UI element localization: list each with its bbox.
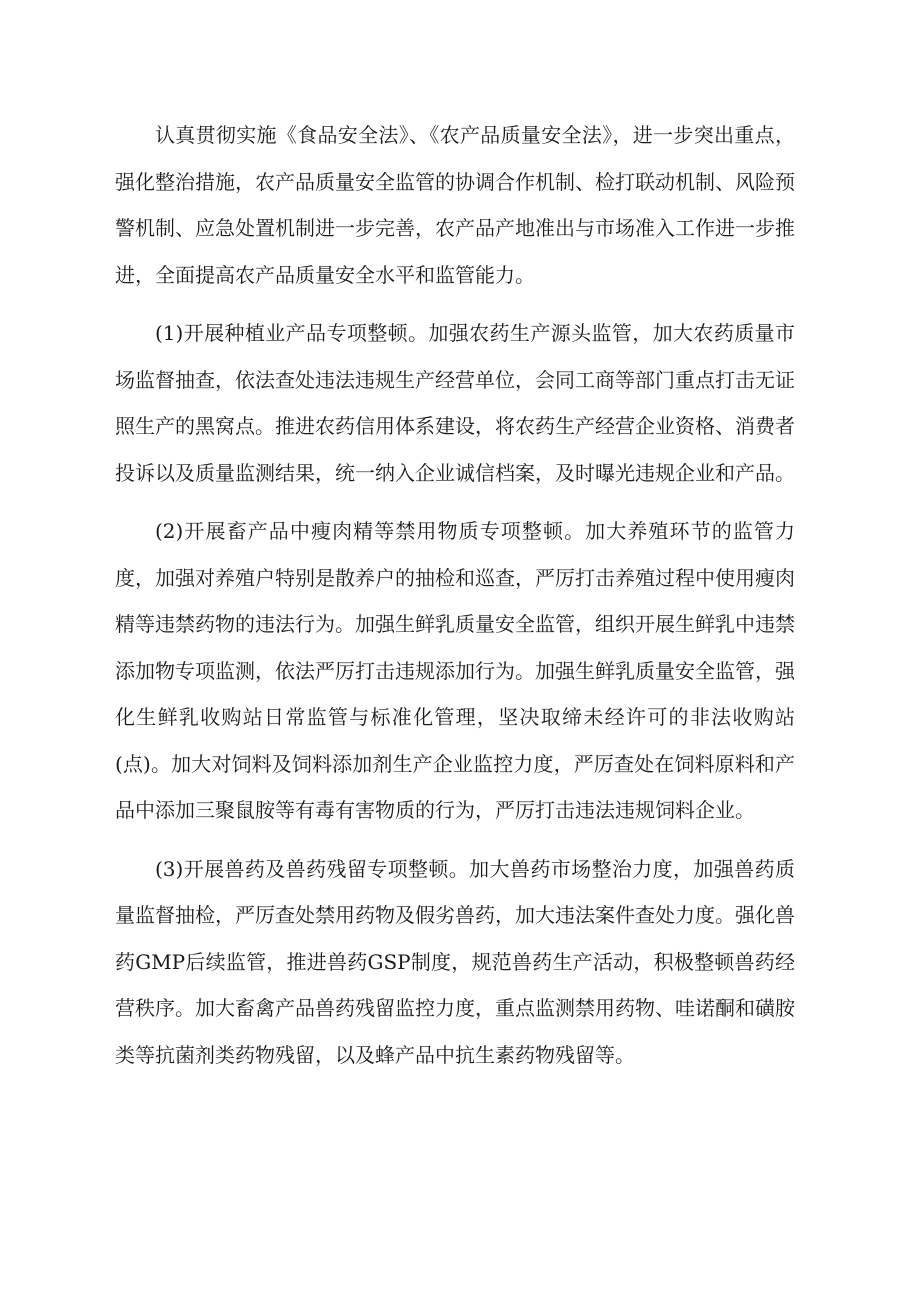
document-body	[115, 112, 795, 1078]
paragraph-veterinary-drugs: (3)开展兽药及兽药残留专项整顿。加大兽药市场整治力度，加强兽药质量监督抽检，严厉查处禁用药物及假劣兽药，加大违法案件查处力度。强化兽药GMP后续监管，推进兽药GSP制度，规范兽药生产活动，积极整顿兽药经营秩序。加大畜禽产品兽药残留监控力度，重点监测禁用药物、哇诺酮和磺胺类等抗菌剂类药物残留，以及蜂产品中抗生素药物残留等。	[115, 856, 795, 1067]
paragraph-livestock-products: (2)开展畜产品中瘦肉精等禁用物质专项整顿。加大养殖环节的监管力度，加强对养殖户特别是散养户的抽检和巡查，严厉打击养殖过程中使用瘦肉精等违禁药物的违法行为。加强生鲜乳质量安全监管，组织开展生鲜乳中违禁添加物专项监测，依法严厉打击违规添加行为。加强生鲜乳质量安全监管，强化生鲜乳收购站日常监管与标准化管理，坚决取缔未经许可的非法收购站(点)。加大对饲料及饲料添加剂生产企业监控力度，严厉查处在饲料原料和产品中添加三聚鼠胺等有毒有害物质的行为，严厉打击违法违规饲料企业。	[115, 519, 795, 822]
paragraph-intro: 认真贯彻实施《食品安全法》、《农产品质量安全法》，进一步突出重点，强化整治措施，农产品质量安全监管的协调合作机制、检打联动机制、风险预警机制、应急处置机制进一步完善，农产品产地准出与市场准入工作进一步推进，全面提高农产品质量安全水平和监管能力。	[115, 123, 795, 287]
paragraph-planting-products: (1)开展种植业产品专项整顿。加强农药生产源头监管，加大农药质量市场监督抽查，依法查处违法违规生产经营单位，会同工商等部门重点打击无证照生产的黑窝点。推进农药信用体系建设，将农药生产经营企业资格、消费者投诉以及质量监测结果，统一纳入企业诚信档案，及时曝光违规企业和产品。	[115, 321, 795, 485]
